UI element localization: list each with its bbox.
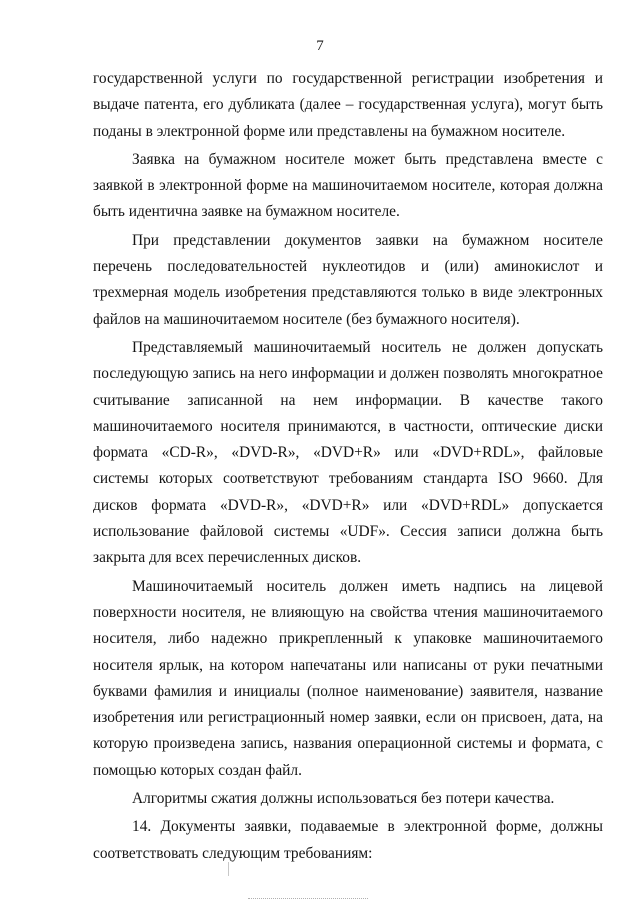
scan-mark (228, 862, 229, 876)
scan-edge-dashes (248, 898, 368, 901)
document-body (93, 66, 603, 869)
paragraph-paper-application: Заявка на бумажном носителе может быть представлена вместе с заявкой в электронной форме на машиночитаемом носителе, которая должна быть идентична заявке на бумажном носителе. (93, 150, 603, 221)
paragraph-media-label: Машиночитаемый носитель должен иметь надпись на лицевой поверхности носителя, не влияющую на свойства чтения машиночитаемого носителя, либо надежно прикрепленный к упаковке машиночитаемого носителя ярлык, на котором напечатаны или написаны от руки печатными буквами фамилия и инициалы (полное наименование) заявителя, название изобретения или регистрационный номер заявки, если он присвоен, дата, на которую произведена запись, названия операционной системы и формата, с помощью которых создан файл. (93, 577, 603, 779)
paragraph-continuation: государственной услуги по государственной регистрации изобретения и выдаче патента, его дубликата (далее – государственная услуга), могут быть поданы в электронной форме или представлены на бумажном носителе. (93, 70, 603, 140)
paragraph-sequence-listing: При представлении документов заявки на бумажном носителе перечень последовательностей нуклеотидов и (или) аминокислот и трехмерная модель изобретения представляются только в виде электронных файлов на машиночитаемом носителе (без бумажного носителя). (93, 231, 603, 328)
paragraph-storage-media: Представляемый машиночитаемый носитель не должен допускать последующую запись на него информации и должен позволять многократное считывание записанной на нем информации. В качестве такого машиночитаемого носителя принимаются, в частности, оптические диски формата «CD-R», «DVD-R», «DVD+R» или «DVD+RDL», файловые системы которых соответствуют требованиям стандарта ISO 9660. Для дисков формата «DVD-R», «DVD+R» или «DVD+RDL» допускается использование файловой системы «UDF». Сессия записи должна быть закрыта для всех перечисленных дисков. (93, 338, 603, 567)
paragraph-compression: Алгоритмы сжатия должны использоваться без потери качества. (132, 790, 555, 808)
page-number: 7 (316, 38, 324, 54)
paragraph-section-14: 14. Документы заявки, подаваемые в электронной форме, должны соответствовать следующим требованиям: (93, 818, 603, 862)
